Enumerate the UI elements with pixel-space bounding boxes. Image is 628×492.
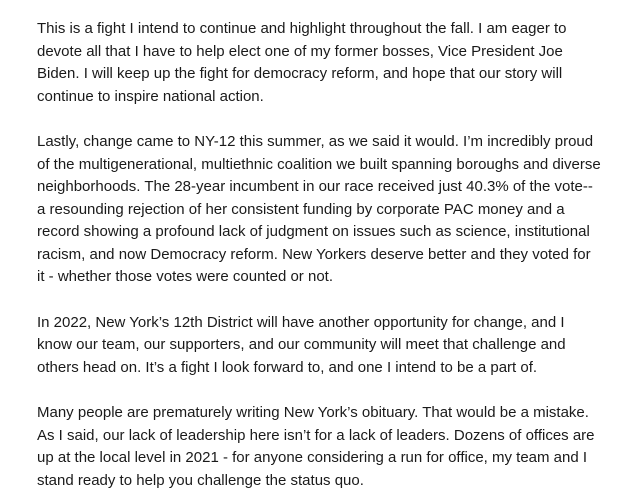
letter-body: [37, 18, 602, 492]
paragraph-ny12-change: Lastly, change came to NY-12 this summer, as we said it would. I’m incredibly proud of the multigenerational, multiethnic coalition we built spanning boroughs and diverse neighborhoods. The 28-year incumbent in our race received just 40.3% of the vote-- a resounding rejection of her consistent funding by corporate PAC money and a record showing a profound lack of judgment on issues such as science, institutional racism, and now Democracy reform. New Yorkers deserve better and they voted for it - whether those votes were counted or not.: [37, 133, 601, 285]
paragraph-2022-opportunity: In 2022, New York’s 12th District will have another opportunity for change, and I know our team, our supporters, and our community will meet that challenge and others head on. It’s a fight I look forward to, and one I intend to be a part of.: [37, 313, 566, 376]
paragraph-local-leadership: Many people are prematurely writing New York’s obituary. That would be a mistake. As I said, our lack of leadership here isn’t for a lack of leaders. Dozens of offices are up at the local level in 2021 - for anyone considering a run for office, my team and I stand ready to help you challenge the status quo.: [37, 404, 595, 489]
paragraph-fall-campaign: This is a fight I intend to continue and highlight throughout the fall. I am eager to devote all that I have to help elect one of my former bosses, Vice President Joe Biden. I will keep up the fight for democracy reform, and hope that our story will continue to inspire national action.: [37, 20, 567, 105]
